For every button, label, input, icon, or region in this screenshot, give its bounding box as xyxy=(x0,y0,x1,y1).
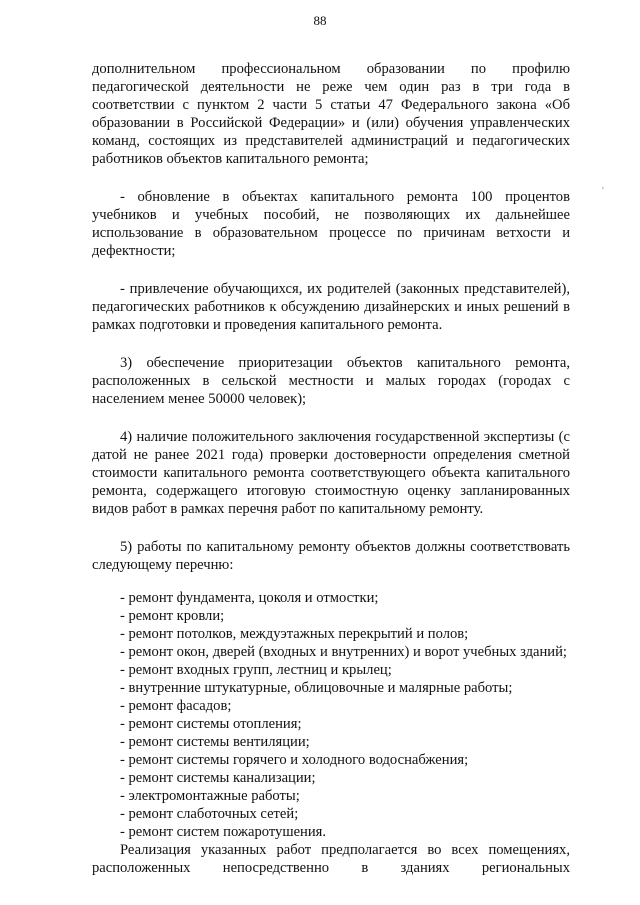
paragraph-textbook-update: - обновление в объектах капитального ремонта 100 процентов учебников и учебных пособий, не позволяющих их дальнейшее использование в образовательном процессе по причинам ветхости и дефектности; xyxy=(92,189,570,259)
list-item: - ремонт системы канализации; xyxy=(120,770,316,786)
paragraph-rural-priority: 3) обеспечение приоритезации объектов капитального ремонта, расположенных в сельской местности и малых городах (городах с населением менее 50000 человек); xyxy=(92,355,570,407)
list-item: - ремонт системы вентиляции; xyxy=(120,734,310,750)
paragraph-works-intro: 5) работы по капитальному ремонту объектов должны соответствовать следующему перечню: xyxy=(92,539,570,573)
list-item: - ремонт фундамента, цоколя и отмостки; xyxy=(120,590,379,606)
works-list xyxy=(92,589,570,841)
paragraph-state-expertise: 4) наличие положительного заключения государственной экспертизы (с датой не ранее 2021 года) проверки достоверности определения сметной стоимости капитального ремонта соответствующего объекта капитального ремонта, содержащего итоговую стоимостную оценку запланированных видов работ в рамках перечня работ по капитальному ремонту. xyxy=(92,429,570,517)
page-number: 88 xyxy=(313,13,327,28)
list-item: - ремонт системы отопления; xyxy=(120,716,302,732)
list-item: - ремонт слаботочных сетей; xyxy=(120,806,299,822)
margin-mark: ' xyxy=(602,186,604,197)
list-item: - ремонт системы горячего и холодного водоснабжения; xyxy=(120,752,469,768)
list-item: - ремонт входных групп, лестниц и крылец; xyxy=(120,662,392,678)
paragraph-professional-education: дополнительном профессиональном образовании по профилю педагогической деятельности не реже чем один раз в три года в соответствии с пунктом 2 части 5 статьи 47 Федерального закона «Об образовании в Российской Федерации» и (или) обучения управленческих команд, состоящих из представителей администраций и педагогических работников объектов капитального ремонта; xyxy=(92,61,570,167)
list-item: - ремонт фасадов; xyxy=(120,698,232,714)
list-item: - внутренние штукатурные, облицовочные и малярные работы; xyxy=(120,680,513,696)
list-item: - электромонтажные работы; xyxy=(120,788,300,804)
paragraph-stakeholder-involvement: - привлечение обучающихся, их родителей (законных представителей), педагогических работников к обсуждению дизайнерских и иных решений в рамках подготовки и проведения капитального ремонта. xyxy=(92,281,570,333)
list-item: - ремонт потолков, междуэтажных перекрытий и полов; xyxy=(120,626,469,642)
list-item: - ремонт кровли; xyxy=(120,608,225,624)
list-item: - ремонт окон, дверей (входных и внутренних) и ворот учебных зданий; xyxy=(120,644,567,660)
paragraph-implementation: Реализация указанных работ предполагается во всех помещениях, расположенных непосредственно в зданиях региональных xyxy=(92,842,570,876)
document-body xyxy=(92,60,570,877)
list-item: - ремонт систем пожаротушения. xyxy=(120,824,327,840)
